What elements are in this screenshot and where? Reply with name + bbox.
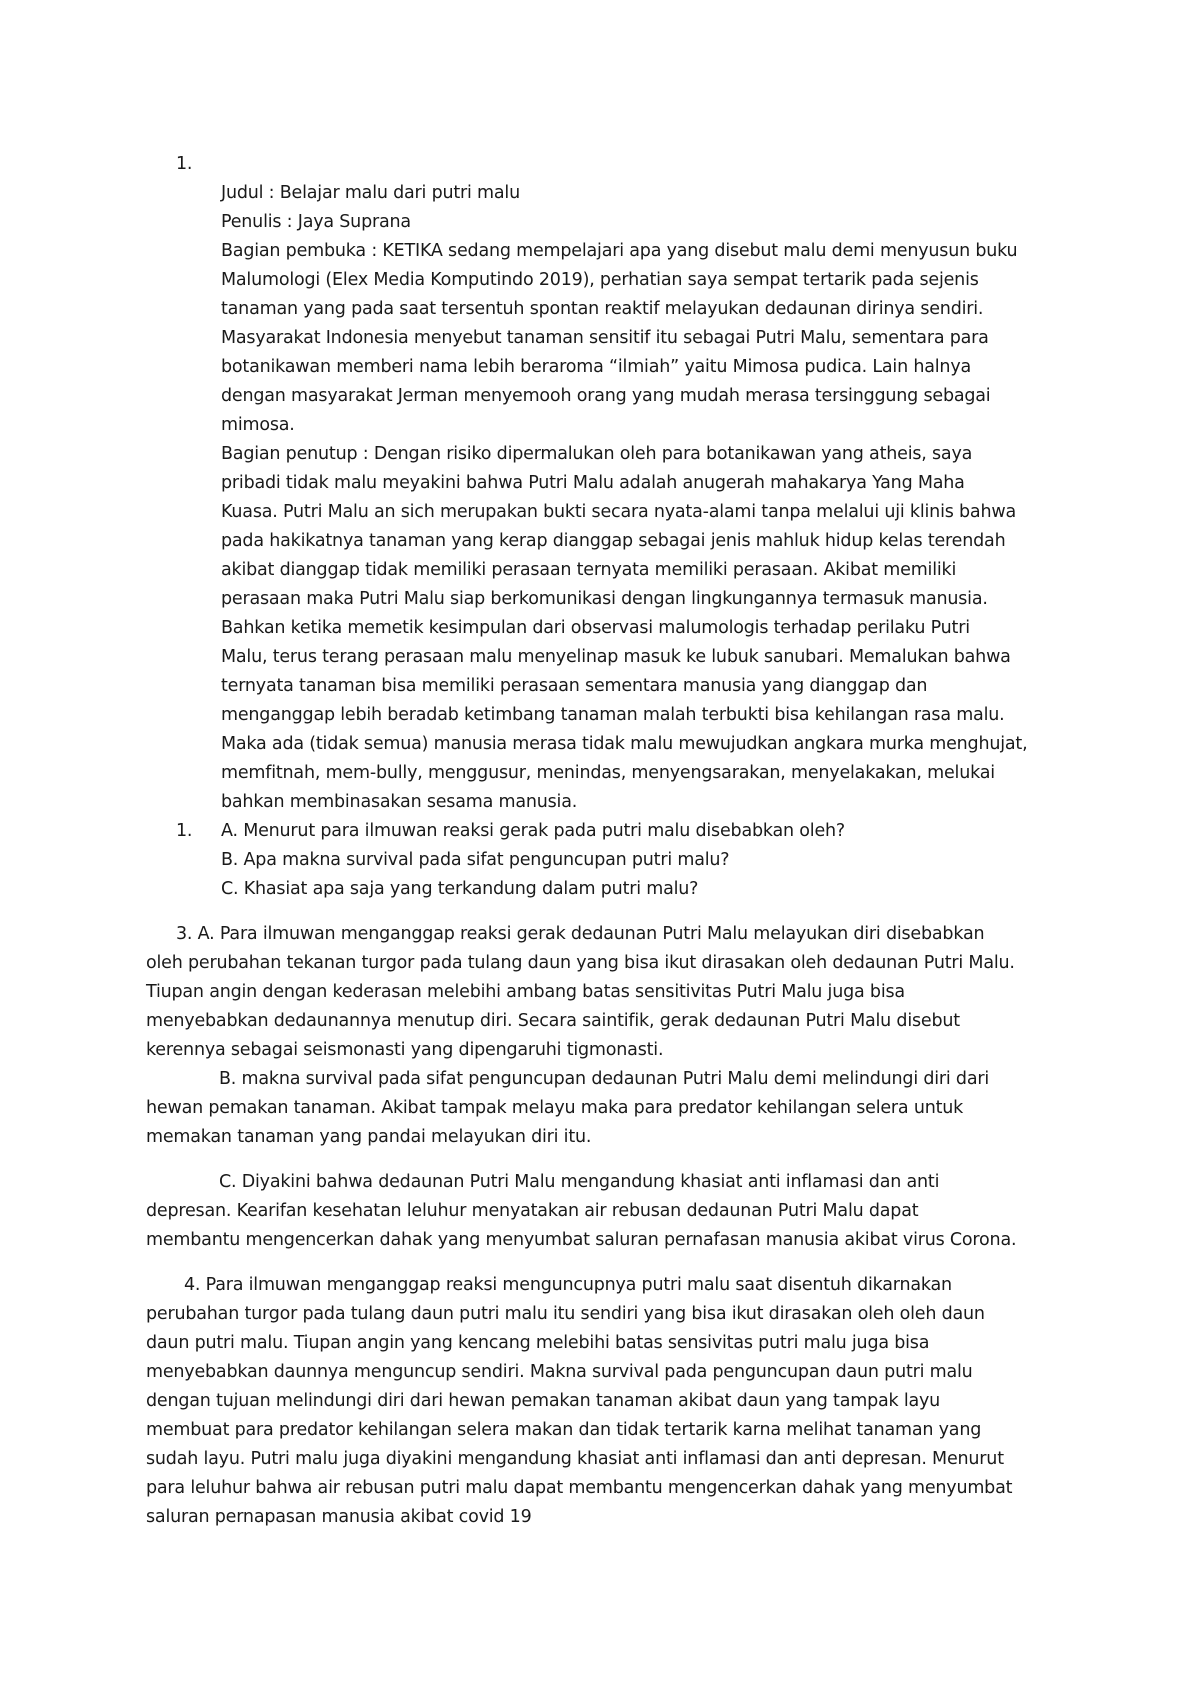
answer-3a-line: 3. A. Para ilmuwan menganggap reaksi gerak dedaunan Putri Malu melayukan diri disebabkan: [176, 924, 985, 944]
answer-4-line: daun putri malu. Tiupan angin yang kencang melebihi batas sensivitas putri malu juga bisa: [146, 1333, 930, 1353]
closing-line: Kuasa. Putri Malu an sich merupakan bukti secara nyata-alami tanpa melalui uji klinis bahwa: [221, 502, 1016, 522]
answer-3c-line: C. Diyakini bahwa dedaunan Putri Malu mengandung khasiat anti inflamasi dan anti: [219, 1172, 940, 1192]
closing-line: menganggap lebih beradab ketimbang tanaman malah terbukti bisa kehilangan rasa malu.: [221, 705, 1005, 725]
closing-line: Bagian penutup : Dengan risiko dipermalukan oleh para botanikawan yang atheis, saya: [221, 444, 973, 464]
closing-line: ternyata tanaman bisa memiliki perasaan sementara manusia yang dianggap dan: [221, 676, 928, 696]
opening-line: mimosa.: [221, 415, 295, 435]
opening-line: Malumologi (Elex Media Komputindo 2019), perhatian saya sempat tertarik pada sejenis: [221, 270, 979, 290]
closing-line: Malu, terus terang perasaan malu menyelinap masuk ke lubuk sanubari. Memalukan bahwa: [221, 647, 1011, 667]
closing-line: pribadi tidak malu meyakini bahwa Putri Malu adalah anugerah mahakarya Yang Maha: [221, 473, 965, 493]
answer-4-line: saluran pernapasan manusia akibat covid 19: [146, 1507, 532, 1527]
answer-3b-line: memakan tanaman yang pandai melayukan diri itu.: [146, 1127, 592, 1147]
answer-4-line: menyebabkan daunnya menguncup sendiri. Makna survival pada penguncupan daun putri malu: [146, 1362, 973, 1382]
closing-line: bahkan membinasakan sesama manusia.: [221, 792, 578, 812]
answer-4-line: 4. Para ilmuwan menganggap reaksi menguncupnya putri malu saat disentuh dikarnakan: [184, 1275, 952, 1295]
answer-3a-line: Tiupan angin dengan kederasan melebihi ambang batas sensitivitas Putri Malu juga bisa: [146, 982, 905, 1002]
closing-line: pada hakikatnya tanaman yang kerap dianggap sebagai jenis mahluk hidup kelas terendah: [221, 531, 1006, 551]
answer-4-line: membuat para predator kehilangan selera makan dan tidak tertarik karna melihat tanaman yang: [146, 1420, 982, 1440]
opening-line: botanikawan memberi nama lebih beraroma “ilmiah” yaitu Mimosa pudica. Lain halnya: [221, 357, 971, 377]
closing-line: perasaan maka Putri Malu siap berkomunikasi dengan lingkungannya termasuk manusia.: [221, 589, 988, 609]
article-title-line: Judul : Belajar malu dari putri malu: [221, 183, 520, 203]
answer-3b-line: B. makna survival pada sifat penguncupan dedaunan Putri Malu demi melindungi diri dari: [219, 1069, 990, 1089]
closing-line: memfitnah, mem-bully, menggusur, menindas, menyengsarakan, menyelakakan, melukai: [221, 763, 995, 783]
answer-4-line: dengan tujuan melindungi diri dari hewan pemakan tanaman akibat daun yang tampak layu: [146, 1391, 941, 1411]
answer-3a-line: kerennya sebagai seismonasti yang dipengaruhi tigmonasti.: [146, 1040, 664, 1060]
answer-4-line: sudah layu. Putri malu juga diyakini mengandung khasiat anti inflamasi dan anti depresan. Menurut: [146, 1449, 1004, 1469]
answer-3a-line: oleh perubahan tekanan turgor pada tulang daun yang bisa ikut dirasakan oleh dedaunan Putri Malu.: [146, 953, 1015, 973]
answer-3c-line: depresan. Kearifan kesehatan leluhur menyatakan air rebusan dedaunan Putri Malu dapat: [146, 1201, 919, 1221]
opening-line: dengan masyarakat Jerman menyemooh orang yang mudah merasa tersinggung sebagai: [221, 386, 991, 406]
opening-line: Masyarakat Indonesia menyebut tanaman sensitif itu sebagai Putri Malu, sementara para: [221, 328, 989, 348]
question-c: C. Khasiat apa saja yang terkandung dalam putri malu?: [221, 879, 699, 899]
answer-3a-line: menyebabkan dedaunannya menutup diri. Secara saintifik, gerak dedaunan Putri Malu disebut: [146, 1011, 960, 1031]
list-number-1: 1.: [176, 154, 193, 174]
opening-line: tanaman yang pada saat tersentuh spontan reaktif melayukan dedaunan dirinya sendiri.: [221, 299, 984, 319]
closing-line: Maka ada (tidak semua) manusia merasa tidak malu mewujudkan angkara murka menghujat,: [221, 734, 1028, 754]
answer-3c-line: membantu mengencerkan dahak yang menyumbat saluran pernafasan manusia akibat virus Corona.: [146, 1230, 1017, 1250]
closing-line: akibat dianggap tidak memiliki perasaan ternyata memiliki perasaan. Akibat memiliki: [221, 560, 957, 580]
opening-line: Bagian pembuka : KETIKA sedang mempelajari apa yang disebut malu demi menyusun buku: [221, 241, 1018, 261]
list-number-questions: 1.: [176, 821, 193, 841]
answer-4-line: perubahan turgor pada tulang daun putri malu itu sendiri yang bisa ikut dirasakan oleh oleh daun: [146, 1304, 985, 1324]
closing-line: Bahkan ketika memetik kesimpulan dari observasi malumologis terhadap perilaku Putri: [221, 618, 970, 638]
question-a: A. Menurut para ilmuwan reaksi gerak pada putri malu disebabkan oleh?: [221, 821, 845, 841]
article-author-line: Penulis : Jaya Suprana: [221, 212, 411, 232]
answer-3b-line: hewan pemakan tanaman. Akibat tampak melayu maka para predator kehilangan selera untuk: [146, 1098, 964, 1118]
answer-4-line: para leluhur bahwa air rebusan putri malu dapat membantu mengencerkan dahak yang menyumbat: [146, 1478, 1013, 1498]
question-b: B. Apa makna survival pada sifat penguncupan putri malu?: [221, 850, 730, 870]
